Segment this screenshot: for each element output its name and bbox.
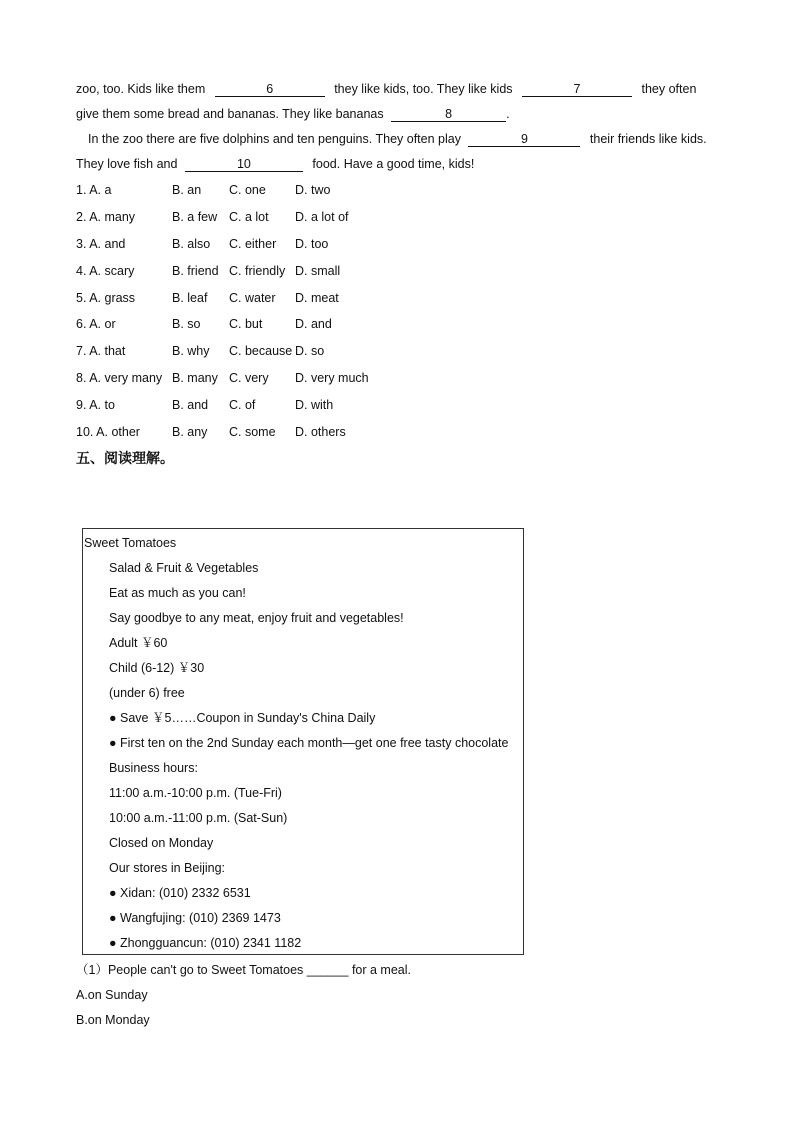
question-1-option-c[interactable]: C. one (229, 183, 266, 197)
question-3-option-c[interactable]: C. either (229, 237, 277, 251)
question-6-option-b[interactable]: B. so (172, 317, 201, 331)
blank-7[interactable]: 7 (522, 82, 632, 97)
passage-text: give them some bread and bananas. They like bananas (76, 107, 384, 121)
question-2-option-a[interactable]: 2. A. many (76, 210, 136, 224)
question-4-option-b[interactable]: B. friend (172, 264, 219, 278)
blank-9[interactable]: 9 (468, 132, 580, 147)
question-6-option-c[interactable]: C. but (229, 317, 263, 331)
ad-coupon: ● Save ￥5……Coupon in Sunday's China Daily (109, 711, 376, 725)
question-5-option-b[interactable]: B. leaf (172, 291, 208, 305)
question-2-option-d[interactable]: D. a lot of (295, 210, 349, 224)
question-1-option-d[interactable]: D. two (295, 183, 331, 197)
question-7-option-a[interactable]: 7. A. that (76, 344, 126, 358)
ad-hours-heading: Business hours: (109, 761, 198, 775)
question-3-option-a[interactable]: 3. A. and (76, 237, 126, 251)
question-5-option-a[interactable]: 5. A. grass (76, 291, 136, 305)
advertisement-box (82, 528, 524, 955)
ad-hours-weekend: 10:00 a.m.-11:00 p.m. (Sat-Sun) (109, 811, 288, 825)
ad-store-wangfujing: ● Wangfujing: (010) 2369 1473 (109, 911, 281, 925)
ad-line: Say goodbye to any meat, enjoy fruit and vegetables! (109, 611, 404, 625)
passage-line-1 (76, 81, 696, 97)
ad-price-adult: Adult ￥60 (109, 636, 168, 650)
question-9-option-c[interactable]: C. of (229, 398, 256, 412)
ad-store-xidan: ● Xidan: (010) 2332 6531 (109, 886, 251, 900)
question-10-option-c[interactable]: C. some (229, 425, 276, 439)
ad-price-child: Child (6-12) ￥30 (109, 661, 205, 675)
passage-text: they often (641, 82, 697, 96)
ad-promotion: ● First ten on the 2nd Sunday each month—get one free tasty chocolate (109, 736, 509, 750)
question-8-option-c[interactable]: C. very (229, 371, 269, 385)
ad-stores-heading: Our stores in Beijing: (109, 861, 226, 875)
passage-text: zoo, too. Kids like them (76, 82, 206, 96)
ad-line: Salad & Fruit & Vegetables (109, 561, 259, 575)
ad-price-under6: (under 6) free (109, 686, 185, 700)
blank-10[interactable]: 10 (185, 157, 303, 172)
question-1-option-a[interactable]: 1. A. a (76, 183, 112, 197)
question-stem: （1）People can't go to Sweet Tomatoes ______ for a meal. (76, 963, 411, 977)
ad-closed: Closed on Monday (109, 836, 214, 850)
passage-text: their friends like kids. (589, 132, 707, 146)
question-10-option-d[interactable]: D. others (295, 425, 346, 439)
question-8-option-a[interactable]: 8. A. very many (76, 371, 163, 385)
question-10-option-a[interactable]: 10. A. other (76, 425, 140, 439)
question-1-option-b[interactable]: B. an (172, 183, 202, 197)
passage-text: they like kids, too. They like kids (334, 82, 513, 96)
blank-8[interactable]: 8 (391, 107, 506, 122)
answer-option-b[interactable]: B.on Monday (76, 1013, 150, 1027)
question-4-option-a[interactable]: 4. A. scary (76, 264, 135, 278)
ad-line: Eat as much as you can! (109, 586, 246, 600)
passage-text: food. Have a good time, kids! (312, 157, 475, 171)
question-7-option-d[interactable]: D. so (295, 344, 325, 358)
passage-text: They love fish and (76, 157, 178, 171)
question-3-option-d[interactable]: D. too (295, 237, 329, 251)
question-2-option-b[interactable]: B. a few (172, 210, 218, 224)
passage-text: . (506, 107, 510, 121)
passage-line-4 (76, 156, 474, 172)
ad-store-zhongguancun: ● Zhongguancun: (010) 2341 1182 (109, 936, 302, 950)
question-6-option-a[interactable]: 6. A. or (76, 317, 116, 331)
question-2-option-c[interactable]: C. a lot (229, 210, 269, 224)
question-9-option-a[interactable]: 9. A. to (76, 398, 115, 412)
question-10-option-b[interactable]: B. any (172, 425, 208, 439)
question-3-option-b[interactable]: B. also (172, 237, 211, 251)
passage-text: In the zoo there are five dolphins and ten penguins. They often play (88, 132, 461, 146)
answer-option-a[interactable]: A.on Sunday (76, 988, 148, 1002)
ad-hours-weekday: 11:00 a.m.-10:00 p.m. (Tue-Fri) (109, 786, 282, 800)
blank-6[interactable]: 6 (215, 82, 325, 97)
question-8-option-d[interactable]: D. very much (295, 371, 369, 385)
question-7-option-b[interactable]: B. why (172, 344, 210, 358)
question-8-option-b[interactable]: B. many (172, 371, 218, 385)
question-7-option-c[interactable]: C. because (229, 344, 293, 358)
question-4-option-d[interactable]: D. small (295, 264, 341, 278)
question-4-option-c[interactable]: C. friendly (229, 264, 286, 278)
section-heading: 五、阅读理解。 (76, 451, 174, 467)
passage-line-2 (76, 106, 510, 122)
question-6-option-d[interactable]: D. and (295, 317, 332, 331)
ad-title: Sweet Tomatoes (84, 536, 177, 550)
question-9-option-b[interactable]: B. and (172, 398, 209, 412)
question-5-option-d[interactable]: D. meat (295, 291, 339, 305)
question-5-option-c[interactable]: C. water (229, 291, 276, 305)
passage-line-3 (88, 131, 707, 147)
question-9-option-d[interactable]: D. with (295, 398, 334, 412)
